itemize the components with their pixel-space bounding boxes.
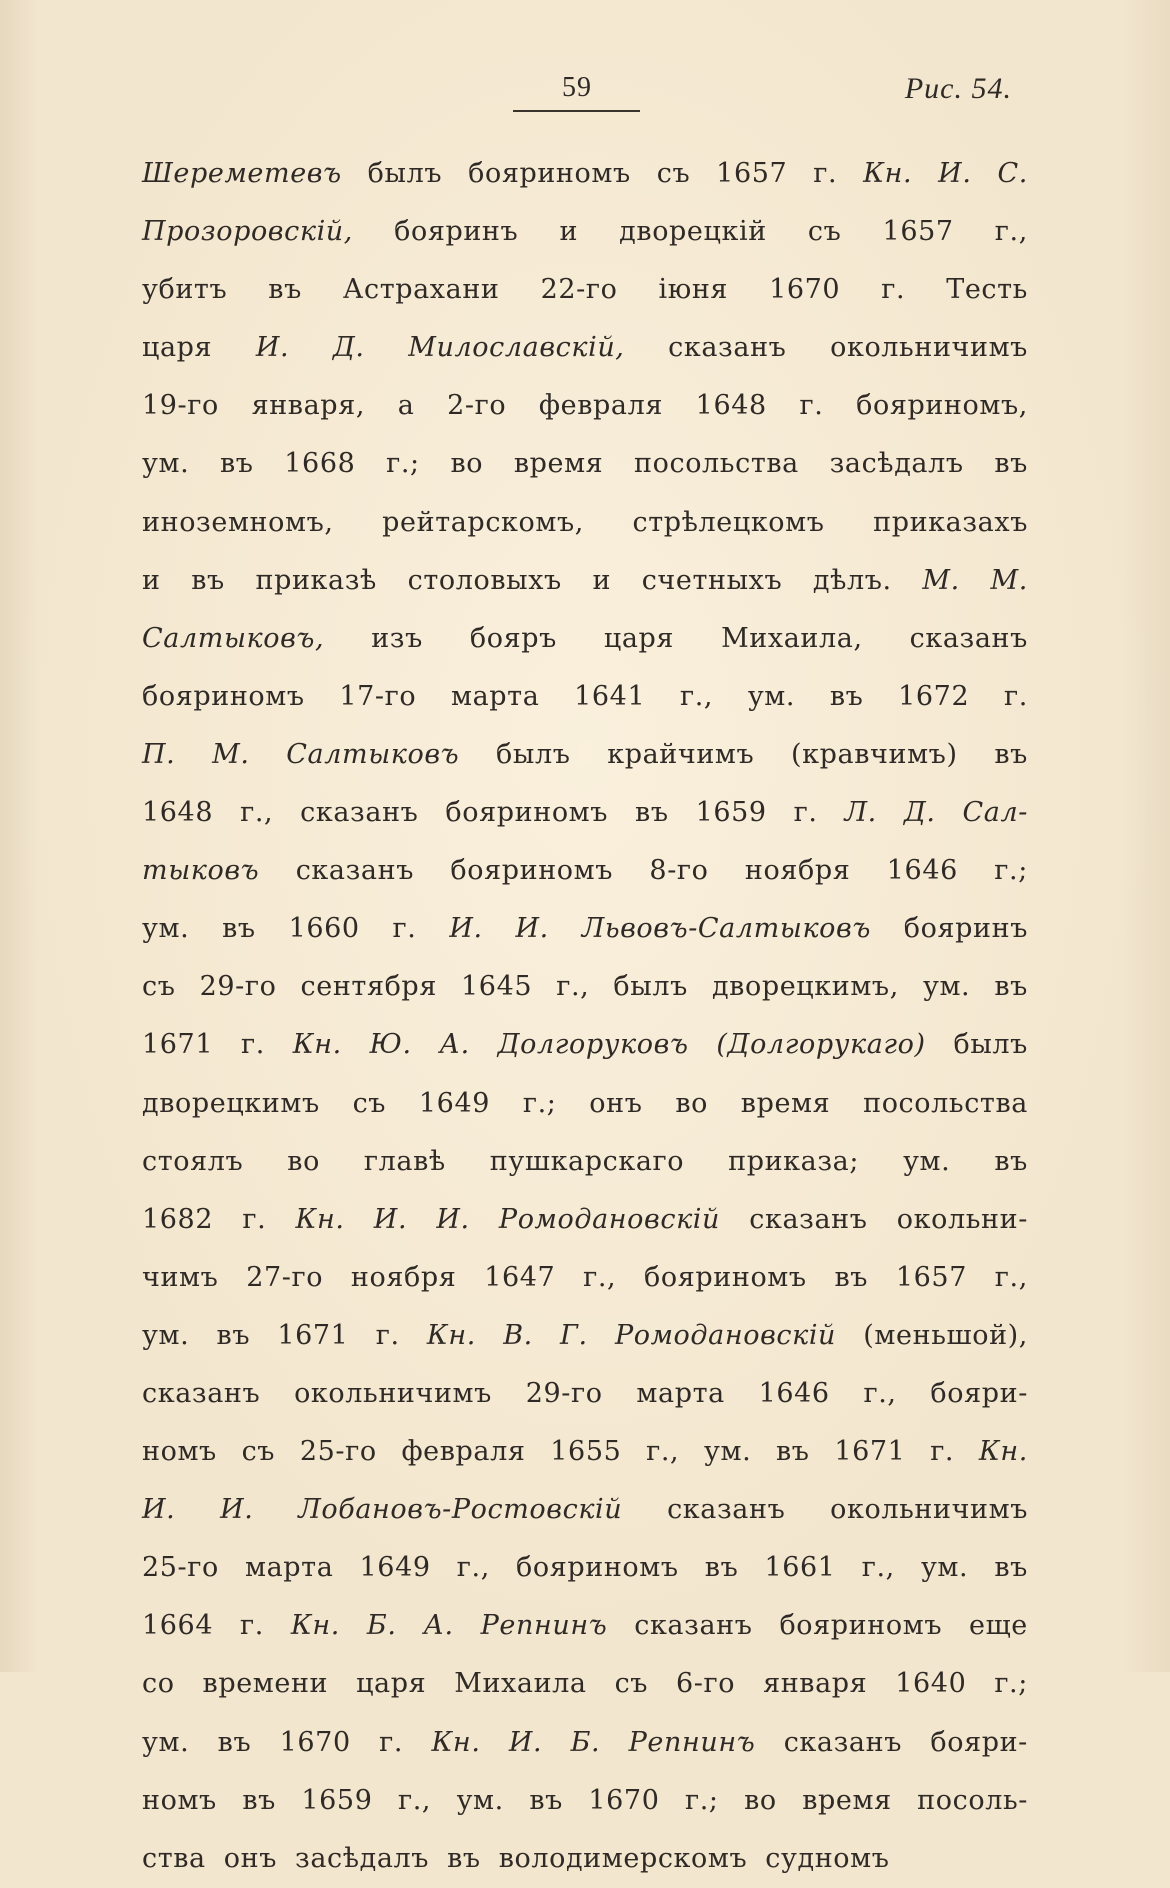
word: ноября	[350, 1261, 457, 1293]
italic-word: И.	[220, 1494, 254, 1526]
word: во	[450, 448, 484, 480]
text-line	[142, 1772, 1028, 1830]
word: 1646	[758, 1377, 830, 1409]
text-line	[142, 1016, 1028, 1074]
word: 25-го	[142, 1552, 219, 1584]
text-line	[142, 958, 1028, 1016]
word: 1657	[895, 1261, 967, 1293]
word: ум.	[920, 1552, 969, 1584]
text-line	[142, 668, 1028, 726]
word: во	[744, 1784, 777, 1816]
text-line	[142, 1539, 1028, 1597]
word: 29-го	[525, 1377, 603, 1409]
word: бояринъ	[394, 216, 519, 248]
word: Тесть	[946, 274, 1028, 306]
word: приказахъ	[873, 506, 1028, 538]
word: приказѣ	[255, 564, 377, 596]
word: г.	[813, 158, 838, 189]
word: г.	[799, 390, 824, 422]
word: 1668	[284, 448, 356, 480]
text-line	[142, 1481, 1028, 1539]
word: 1657	[716, 158, 788, 189]
word: съ	[656, 158, 691, 189]
text-line	[142, 1075, 1028, 1133]
body-text	[142, 145, 1028, 1888]
word: января	[763, 1668, 868, 1700]
text-line	[142, 1249, 1028, 1307]
word: 2-го	[447, 390, 507, 422]
word: въ	[635, 797, 669, 829]
italic-word: Д.	[903, 797, 936, 829]
word: стоялъ	[142, 1145, 244, 1177]
word: убитъ	[142, 274, 228, 306]
word: въ	[829, 680, 864, 712]
word: (кравчимъ)	[791, 738, 958, 770]
word: въ	[216, 1319, 251, 1351]
word: ум.	[142, 448, 190, 480]
word: съ	[352, 1087, 387, 1119]
italic-word: И.	[255, 332, 290, 364]
word: 1670	[279, 1726, 351, 1758]
word: г.	[930, 1436, 955, 1468]
word: номъ	[142, 1436, 217, 1468]
word: сказанъ	[783, 1726, 902, 1758]
word: въ	[222, 913, 256, 945]
word: главѣ	[363, 1145, 446, 1177]
word: бояриномъ	[468, 158, 631, 189]
word: былъ	[613, 971, 688, 1003]
word: 1645	[461, 971, 533, 1003]
word: судномъ	[765, 1842, 890, 1874]
text-line	[142, 319, 1028, 377]
page-header	[0, 70, 1170, 120]
italic-word: И.	[508, 1726, 543, 1758]
word: сказанъ	[668, 332, 787, 364]
word: марта	[450, 680, 540, 712]
word: г.,	[646, 1436, 680, 1468]
text-line	[142, 1133, 1028, 1191]
word: бояриномъ	[644, 1261, 807, 1293]
text-line	[142, 726, 1028, 784]
word: іюня	[658, 274, 729, 306]
word: бояриномъ	[779, 1610, 943, 1642]
italic-word: Репнинъ	[480, 1610, 608, 1642]
italic-word: И.	[449, 913, 483, 945]
word: въ	[834, 1261, 869, 1293]
word: онъ	[223, 1842, 277, 1874]
word: февраля	[538, 390, 663, 422]
page-number: 59	[562, 72, 592, 103]
word: сказанъ	[667, 1494, 786, 1526]
word: 1640	[895, 1668, 967, 1700]
word: съ	[614, 1668, 649, 1700]
word: въ	[704, 1552, 739, 1584]
word: г.;	[522, 1087, 557, 1119]
italic-word: М.	[212, 738, 250, 770]
word: въ	[191, 564, 225, 596]
word: со	[142, 1668, 175, 1700]
text-line	[142, 1191, 1028, 1249]
word: и	[559, 216, 579, 248]
italic-word: Г.	[560, 1319, 588, 1351]
italic-word: Салтыковъ,	[142, 622, 325, 654]
word: окольни-	[896, 1203, 1028, 1235]
word: съ	[142, 971, 176, 1003]
italic-word: Ромодановскій	[614, 1319, 837, 1351]
word: сказанъ	[142, 1377, 261, 1409]
word: 1648	[695, 390, 767, 422]
italic-word: Кн.	[863, 158, 913, 189]
word: рейтарскомъ,	[382, 506, 584, 538]
word: бояриномъ	[450, 855, 614, 887]
italic-word: С.	[997, 158, 1028, 189]
word: г.,	[679, 680, 714, 712]
word: царя	[142, 332, 213, 364]
word: 22-го	[540, 274, 618, 306]
word: съ	[807, 216, 842, 248]
word: марта	[245, 1552, 334, 1584]
word: 1647	[484, 1261, 556, 1293]
word: г.,	[994, 216, 1028, 248]
italic-word: Сал-	[962, 797, 1028, 829]
word: въ	[994, 448, 1028, 480]
figure-reference: Рис. 54.	[904, 72, 1012, 105]
word: января,	[251, 390, 366, 422]
word: ства	[142, 1842, 206, 1874]
text-line	[142, 494, 1028, 552]
italic-word: Кн.	[978, 1436, 1028, 1468]
word: ноября	[744, 855, 851, 887]
italic-word: Салтыковъ	[286, 738, 460, 770]
italic-word: Ромодановскій	[498, 1203, 721, 1235]
word: 1641	[574, 680, 646, 712]
word: ум.	[142, 913, 190, 945]
word: 1659	[301, 1784, 373, 1816]
word: 1664	[142, 1610, 214, 1642]
word: г.,	[994, 1261, 1028, 1293]
word: ум.	[922, 971, 971, 1003]
word: 17-го	[339, 680, 417, 712]
text-line	[142, 435, 1028, 493]
word: бояриномъ	[516, 1552, 679, 1584]
word: 1660	[288, 913, 360, 945]
word: г.;	[684, 1784, 719, 1816]
italic-word: Ю.	[369, 1029, 412, 1061]
word: г.	[392, 913, 417, 945]
word: 1655	[550, 1436, 622, 1468]
italic-word: М.	[990, 564, 1028, 596]
word: ум.	[903, 1145, 951, 1177]
word: сказанъ	[749, 1203, 868, 1235]
word: бояръ	[469, 622, 557, 654]
word: въ	[994, 971, 1028, 1003]
word: посоль-	[917, 1784, 1028, 1816]
word: 25-го	[299, 1436, 377, 1468]
italic-word: Л.	[844, 797, 877, 829]
text-line	[142, 552, 1028, 610]
word: царя	[603, 622, 675, 654]
text-line	[142, 842, 1028, 900]
word: г.	[240, 1610, 264, 1642]
text-line	[142, 1423, 1028, 1481]
text-line	[142, 1365, 1028, 1423]
text-line	[142, 1830, 1028, 1888]
italic-word: И.	[373, 1203, 408, 1235]
word: 6-го	[676, 1668, 736, 1700]
word: былъ	[367, 158, 443, 189]
text-line	[142, 1655, 1028, 1713]
word: стрѣлецкомъ	[632, 506, 825, 538]
word: г.	[1003, 680, 1028, 712]
word: г.,	[456, 1552, 490, 1584]
italic-word: Долгоруковъ	[497, 1029, 689, 1061]
word: г.;	[994, 1668, 1028, 1700]
word: (меньшой),	[863, 1319, 1028, 1351]
text-line	[142, 610, 1028, 668]
word: окольничимъ	[830, 332, 1028, 364]
italic-word: Репнинъ	[628, 1726, 756, 1758]
word: г.	[240, 1029, 265, 1061]
word: въ	[242, 1784, 276, 1816]
word: а	[397, 390, 415, 422]
italic-word: Милославскій,	[408, 332, 625, 364]
word: приказа;	[728, 1145, 860, 1177]
word: сказанъ	[300, 797, 419, 829]
italic-word: И.	[938, 158, 972, 189]
word: былъ	[496, 738, 571, 770]
word: засѣдалъ	[295, 1842, 430, 1874]
word: дворецкій	[619, 216, 767, 248]
italic-word: М.	[922, 564, 960, 596]
word: сказанъ	[295, 855, 414, 887]
word: времени	[202, 1668, 329, 1700]
italic-word: А.	[423, 1610, 454, 1642]
text-line	[142, 377, 1028, 435]
italic-word: Кн.	[292, 1029, 342, 1061]
word: г.,	[397, 1784, 432, 1816]
italic-word: Кн.	[426, 1319, 476, 1351]
word: 1661	[764, 1552, 836, 1584]
text-line	[142, 261, 1028, 319]
word: дѣлъ.	[812, 564, 892, 596]
text-line	[142, 1597, 1028, 1655]
word: бояриномъ,	[856, 390, 1028, 422]
word: г.;	[994, 855, 1028, 887]
text-line	[142, 1307, 1028, 1365]
text-line	[142, 145, 1028, 203]
word: дворецкимъ	[142, 1087, 320, 1119]
text-line	[142, 784, 1028, 842]
word: бояринъ	[903, 913, 1028, 945]
word: г.	[375, 1319, 400, 1351]
word: въ	[268, 274, 302, 306]
word: 19-го	[142, 390, 219, 422]
italic-word: Б.	[366, 1610, 397, 1642]
word: бояри-	[930, 1726, 1028, 1758]
word: съ	[241, 1436, 276, 1468]
word: ум.	[142, 1319, 190, 1351]
word: 1672	[898, 680, 970, 712]
word: еще	[969, 1610, 1028, 1642]
word: въ	[529, 1784, 563, 1816]
word: посольства	[863, 1087, 1028, 1119]
word: бояриномъ	[142, 680, 305, 712]
word: засѣдалъ	[829, 448, 964, 480]
word: въ	[994, 1145, 1028, 1177]
italic-word: тыковъ	[142, 855, 260, 887]
word: 1659	[695, 797, 767, 829]
word: ум.	[747, 680, 796, 712]
word: г.,	[240, 797, 274, 829]
word: 1646	[886, 855, 958, 887]
word: окольничимъ	[830, 1494, 1028, 1526]
word: сентября	[300, 971, 437, 1003]
word: бояриномъ	[445, 797, 609, 829]
word: 27-го	[246, 1261, 324, 1293]
word: онъ	[589, 1087, 643, 1119]
word: иноземномъ,	[142, 506, 334, 538]
word: сказанъ	[634, 1610, 753, 1642]
word: г.	[793, 797, 818, 829]
word: г.,	[583, 1261, 617, 1293]
word: въ	[219, 448, 254, 480]
italic-word: Д.	[332, 332, 365, 364]
word: былъ	[953, 1029, 1028, 1061]
word: крайчимъ	[607, 738, 755, 770]
word: ум.	[703, 1436, 752, 1468]
word: Астрахани	[342, 274, 500, 306]
word: номъ	[142, 1784, 217, 1816]
word: ум.	[456, 1784, 504, 1816]
word: сказанъ	[909, 622, 1028, 654]
word: 1670	[588, 1784, 660, 1816]
italic-word: П.	[142, 738, 176, 770]
word: въ	[994, 738, 1028, 770]
word: 1671	[142, 1029, 214, 1061]
word: 1649	[418, 1087, 491, 1119]
word: Михаила	[454, 1668, 587, 1700]
word: посольства	[634, 448, 799, 480]
word: Михаила,	[721, 622, 863, 654]
text-line	[142, 900, 1028, 958]
word: 1671	[277, 1319, 349, 1351]
italic-word: Кн.	[290, 1610, 340, 1642]
word: въ	[994, 1552, 1028, 1584]
word: г.,	[556, 971, 590, 1003]
word: чимъ	[142, 1261, 219, 1293]
word: въ	[217, 1726, 252, 1758]
word: ум.	[142, 1726, 190, 1758]
word: столовыхъ	[407, 564, 562, 596]
word: 1670	[769, 274, 841, 306]
word: въ	[447, 1842, 481, 1874]
text-line	[142, 203, 1028, 261]
word: счетныхъ	[641, 564, 783, 596]
italic-word: Львовъ-Салтыковъ	[581, 913, 871, 945]
word: г.,	[861, 1552, 895, 1584]
word: 1649	[359, 1552, 431, 1584]
italic-word: Кн.	[295, 1203, 345, 1235]
word: февраля	[401, 1436, 526, 1468]
word: изъ	[371, 622, 423, 654]
word: г.	[379, 1726, 404, 1758]
word: марта	[636, 1377, 725, 1409]
word: пушкарскаго	[489, 1145, 685, 1177]
word: г.,	[863, 1377, 897, 1409]
italic-word: И.	[142, 1494, 176, 1526]
word: 1671	[834, 1436, 906, 1468]
word: 1648	[142, 797, 214, 829]
italic-word: Кн.	[431, 1726, 481, 1758]
word: окольничимъ	[294, 1377, 492, 1409]
italic-word: Лобановъ-Ростовскій	[298, 1494, 623, 1526]
italic-word: И.	[515, 913, 549, 945]
italic-word: А.	[439, 1029, 470, 1061]
word: и	[592, 564, 612, 596]
word: во	[287, 1145, 320, 1177]
word: г.	[242, 1203, 267, 1235]
word: время	[802, 1784, 892, 1816]
word: 8-го	[649, 855, 709, 887]
word: дворецкимъ,	[711, 971, 899, 1003]
page-number-underline	[513, 110, 640, 112]
italic-word: (Долгорукаго)	[716, 1029, 926, 1061]
word: володимерскомъ	[498, 1842, 748, 1874]
italic-word: Б.	[570, 1726, 601, 1758]
word: г.;	[386, 448, 420, 480]
word: время	[513, 448, 604, 480]
word: 1657	[882, 216, 954, 248]
italic-word: Шереметевъ	[142, 158, 342, 189]
text-line	[142, 1714, 1028, 1772]
word: въ	[776, 1436, 810, 1468]
word: царя	[356, 1668, 427, 1700]
word: 29-го	[199, 971, 277, 1003]
word: 1682	[142, 1203, 214, 1235]
word: время	[740, 1087, 831, 1119]
word: во	[675, 1087, 708, 1119]
word: г.	[881, 274, 906, 306]
word: и	[142, 564, 161, 596]
italic-word: Прозоровскій,	[142, 216, 353, 248]
word: бояри-	[930, 1377, 1028, 1409]
italic-word: В.	[503, 1319, 533, 1351]
italic-word: И.	[436, 1203, 470, 1235]
